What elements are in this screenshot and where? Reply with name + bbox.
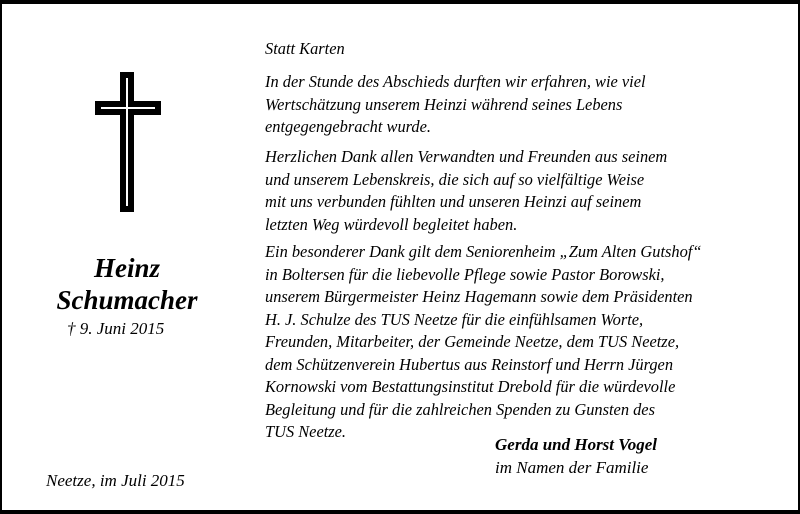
salutation: Statt Karten [265,39,345,58]
text-line: Freunden, Mitarbeiter, der Gemeinde Neetze, dem TUS Neetze, [265,332,680,351]
text-line: Ein besonderer Dank gilt dem Seniorenheim „Zum Alten Gutshof“ [265,242,702,261]
text-line: dem Schützenverein Hubertus aus Reinstorf und Herrn Jürgen [265,354,674,374]
text-line: In der Stunde des Abschieds durften wir erfahren, wie viel [265,72,646,91]
paragraph-2 [265,146,785,236]
signature-subtitle: im Namen der Familie [495,458,649,477]
text-line: entgegengebracht wurde. [265,117,431,136]
death-date: † 9. Juni 2015 [67,319,165,338]
deceased-last-name: Schumacher [56,285,198,315]
deceased-first-name: Heinz [93,253,160,283]
text-line: Herzlichen Dank allen Verwandten und Freunden aus seinem [265,147,668,166]
place-date: Neetze, im Juli 2015 [46,471,185,490]
text-line: und unserem Lebenskreis, die sich auf so vielfältige Weise [265,169,645,189]
text-line: TUS Neetze. [265,422,347,441]
text-line: letzten Weg würdevoll begleitet haben. [265,214,518,234]
text-line: unserem Bürgermeister Heinz Hagemann sowie dem Präsidenten [265,287,693,306]
text-line: Kornowski vom Bestattungsinstitut Drebold für die würdevolle [265,377,676,396]
paragraph-3 [265,241,785,444]
paragraph-1 [265,71,785,139]
text-line: mit uns verbunden fühlten und unseren Heinzi auf seinem [265,192,642,211]
text-line: H. J. Schulze des TUS Neetze für die einfühlsamen Worte, [265,309,644,329]
text-line: Begleitung und für die zahlreichen Spenden zu Gunsten des [265,399,655,419]
signature-name: Gerda und Horst Vogel [495,435,657,454]
text-line: Wertschätzung unserem Heinzi während seines Lebens [265,94,623,114]
text-line: in Boltersen für die liebevolle Pflege sowie Pastor Borowski, [265,264,665,284]
